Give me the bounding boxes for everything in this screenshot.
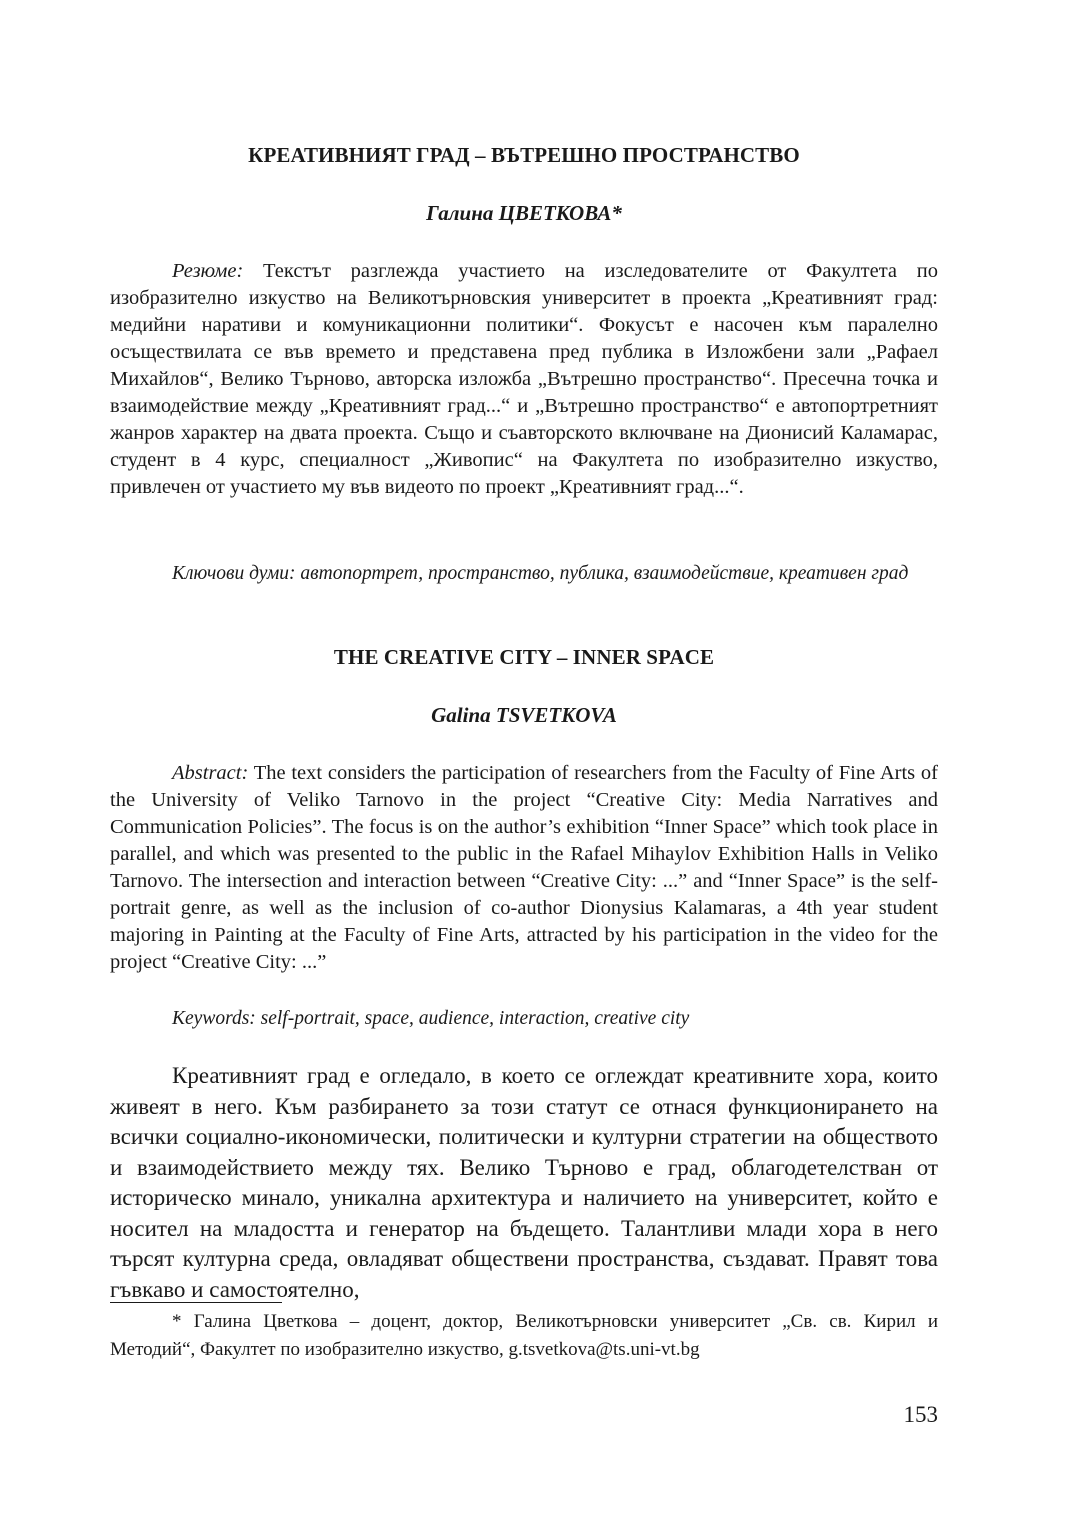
english-title: THE CREATIVE CITY – INNER SPACE <box>333 645 715 669</box>
page-number: 153 <box>903 1402 938 1427</box>
bulgarian-title: КРЕАТИВНИЯТ ГРАД – ВЪТРЕШНО ПРОСТРАНСТВО <box>248 143 800 167</box>
bulgarian-abstract-label: Резюме: <box>172 260 244 282</box>
english-abstract-label: Abstract: <box>172 762 249 784</box>
paper-page <box>110 0 938 1534</box>
author-footnote: * Галина Цветкова – доцент, доктор, Великотърновски университет „Св. св. Кирил и Методий“, Факултет по изобразително изкуство, g.tsvetkova@ts.uni-vt.bg <box>110 1311 938 1360</box>
footnote-divider <box>110 1302 282 1303</box>
body-paragraph: Креативният град е огледало, в което се оглеждат креативните хора, които живеят в него. Към разбирането за този статут се отнася функционирането на всички социално-икономически, политически и културни стратегии на обществото и взаимодействието между тях. Велико Търново е град, облагодетелстван от историческо минало, уникална архитектура и наличието на университет, който е носител на младостта и генератор на бъдещето. Талантливи млади хора в него търсят културна среда, овладяват обществени пространства, създават. Правят това гъвкаво и самостоятелно, <box>110 1063 938 1302</box>
bulgarian-author: Галина ЦВЕТКОВА* <box>426 201 622 225</box>
bulgarian-abstract <box>110 258 938 501</box>
english-abstract-text: The text considers the participation of researchers from the Faculty of Fine Arts of the University of Veliko Tarnovo in the project “Creative City: Media Narratives and Communication Policies”. The focus is on the author’s exhibition “Inner Space” which took place in parallel, and which was presented to the public in the Rafael Mihaylov Exhibition Halls in Veliko Tarnovo. The intersection and interaction between “Creative City: ...” and “Inner Space” is the self-portrait genre, as well as the inclusion of co-author Dionysius Kalamaras, a 4th year student majoring in Painting at the Faculty of Fine Arts, attracted by his participation in the video for the project “Creative City: ...” <box>110 762 938 973</box>
english-keywords: Keywords: self-portrait, space, audience, interaction, creative city <box>172 1008 690 1029</box>
english-author: Galina TSVETKOVA <box>431 703 617 727</box>
bulgarian-abstract-text: Текстът разглежда участието на изследователите от Факултета по изобразително изкуство на Великотърновския университет в проекта „Креативният град: медийни наративи и комуникационни политики“. Фокусът е насочен към паралелно осъществилата се във времето и представена пред публика в Изложбени зали „Рафаел Михайлов“, Велико Търново, авторска изложба „Вътрешно пространство“. Пресечна точка и взаимодействие между „Креативният град...“ и „Вътрешно пространство“ е автопортретният жанров характер на двата проекта. Също и съавторското включване на Дионисий Каламарас, студент в 4 курс, специалност „Живопис“ на Факултета по изобразително изкуство, привлечен от участието му във видеото по проект „Креативният град...“. <box>110 260 938 498</box>
bulgarian-keywords: Ключови думи: автопортрет, пространство, публика, взаимодействие, креативен град <box>172 563 909 584</box>
english-abstract <box>110 760 938 976</box>
